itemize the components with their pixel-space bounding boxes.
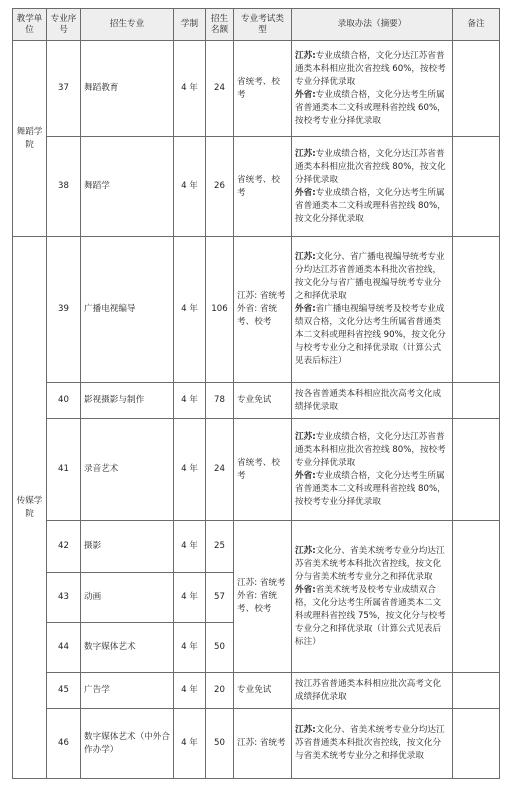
method-label: 外省: <box>295 304 316 314</box>
method-text: 按江苏省普通类本科相应批次高考文化成绩择优录取 <box>295 678 442 702</box>
method-text: 专业成绩合格，文化分达江苏省普通类本科相应批次省控线 80%，按文化分择优录取 <box>295 148 446 185</box>
header-remark: 备注 <box>453 9 500 41</box>
major-code: 37 <box>47 41 81 137</box>
header-quota: 招生名额 <box>206 9 234 41</box>
quota: 25 <box>206 521 234 573</box>
remark-cell <box>453 419 500 521</box>
study-years: 4 年 <box>174 237 206 383</box>
admission-method <box>292 521 453 673</box>
major-code: 43 <box>47 573 81 623</box>
exam-type: 江苏: 省统考 <box>234 709 292 779</box>
header-exam: 专业考试类型 <box>234 9 292 41</box>
study-years: 4 年 <box>174 419 206 521</box>
header-code: 专业序号 <box>47 9 81 41</box>
admission-method <box>292 41 453 137</box>
exam-type: 省统考、校考 <box>234 137 292 237</box>
exam-type: 省统考、校考 <box>234 41 292 137</box>
major-name: 数字媒体艺术（中外合作办学） <box>81 709 174 779</box>
major-code: 39 <box>47 237 81 383</box>
quota: 106 <box>206 237 234 383</box>
method-label: 江苏: <box>295 431 316 442</box>
major-code: 40 <box>47 383 81 419</box>
header-row <box>13 9 500 41</box>
exam-type: 江苏: 省统考外省: 省统考、校考 <box>234 521 292 673</box>
major-code: 38 <box>47 137 81 237</box>
method-label: 江苏: <box>295 252 316 262</box>
study-years: 4 年 <box>174 673 206 709</box>
method-text: 专业成绩合格，文化分达江苏省普通类本科相应批次省控线 60%，按校考专业分择优录取 <box>295 50 446 87</box>
method-text: 文化分、省美术统考专业分均达江苏省普通类本科批次省控线，按文化分与省美术统考专业分之和择优录取 <box>295 725 445 761</box>
quota: 24 <box>206 419 234 521</box>
admission-method <box>292 709 453 779</box>
quota: 78 <box>206 383 234 419</box>
remark-cell <box>453 709 500 779</box>
remark-cell <box>453 137 500 237</box>
exam-type: 专业免试 <box>234 383 292 419</box>
table-row <box>13 137 500 237</box>
remark-cell <box>453 521 500 673</box>
method-text: 专业成绩合格，文化分达江苏省普通类本科相应批次省控线 80%，按校考专业分择优录取 <box>295 431 446 468</box>
table-row <box>13 383 500 419</box>
table-row <box>13 237 500 383</box>
major-name: 数字媒体艺术 <box>81 623 174 673</box>
major-name: 广播电视编导 <box>81 237 174 383</box>
method-label: 江苏: <box>295 50 316 61</box>
quota: 26 <box>206 137 234 237</box>
exam-type: 江苏: 省统考外省: 省统考、校考 <box>234 237 292 383</box>
method-text: 专业成绩合格，文化分达考生所属省普通类本二文科或理科省控线 60%，按校考专业分择优录取 <box>295 89 446 126</box>
remark-cell <box>453 237 500 383</box>
method-text: 专业成绩合格，文化分达考生所属省普通类本二文科或理科省控线 80%，按文化分择优录取 <box>295 187 446 224</box>
study-years: 4 年 <box>174 521 206 573</box>
method-label: 外省: <box>295 89 316 100</box>
major-code: 46 <box>47 709 81 779</box>
study-years: 4 年 <box>174 709 206 779</box>
admission-method <box>292 137 453 237</box>
major-code: 44 <box>47 623 81 673</box>
admission-method <box>292 419 453 521</box>
table-row <box>13 521 500 573</box>
admission-method <box>292 383 453 419</box>
admission-method <box>292 237 453 383</box>
study-years: 4 年 <box>174 383 206 419</box>
major-code: 45 <box>47 673 81 709</box>
method-label: 外省: <box>295 187 316 198</box>
method-label: 外省: <box>295 470 316 481</box>
remark-cell <box>453 673 500 709</box>
exam-type: 省统考、校考 <box>234 419 292 521</box>
table-row <box>13 709 500 779</box>
header-method: 录取办法（摘要） <box>292 9 453 41</box>
method-text: 文化分、省广播电视编导统考专业分均达江苏省普通类本科批次省控线，按文化分与省广播电视编导统考专业分之和择优录取 <box>295 252 445 301</box>
method-label: 江苏: <box>295 545 316 556</box>
quota: 20 <box>206 673 234 709</box>
major-code: 41 <box>47 419 81 521</box>
study-years: 4 年 <box>174 573 206 623</box>
study-years: 4 年 <box>174 137 206 237</box>
major-name: 动画 <box>81 573 174 623</box>
unit-dance: 舞蹈学院 <box>13 41 47 237</box>
major-name: 广告学 <box>81 673 174 709</box>
study-years: 4 年 <box>174 623 206 673</box>
admission-method <box>292 673 453 709</box>
admission-table <box>12 8 500 779</box>
header-major: 招生专业 <box>81 9 174 41</box>
major-name: 录音艺术 <box>81 419 174 521</box>
major-name: 影视摄影与制作 <box>81 383 174 419</box>
quota: 50 <box>206 623 234 673</box>
method-label: 外省: <box>295 584 316 595</box>
method-text: 省美术统考及校考专业成绩双合格，文化分达考生所属省普通类本二文科或理科省控线 75%，按文化分与校考专业分之和择优录取（计算公式见表后标注） <box>295 584 446 647</box>
remark-cell <box>453 41 500 137</box>
major-name: 舞蹈学 <box>81 137 174 237</box>
remark-cell <box>453 383 500 419</box>
table-row <box>13 419 500 521</box>
study-years: 4 年 <box>174 41 206 137</box>
method-text: 按各省普通类本科相应批次高考文化成绩择优录取 <box>295 388 442 412</box>
header-years: 学制 <box>174 9 206 41</box>
exam-type: 专业免试 <box>234 673 292 709</box>
unit-media: 传媒学院 <box>13 237 47 779</box>
method-label: 江苏: <box>295 725 316 735</box>
major-code: 42 <box>47 521 81 573</box>
method-text: 专业成绩合格，文化分达考生所属省普通类本二文科或理科省控线 80%，按校考专业分择优录取 <box>295 470 446 507</box>
table-row <box>13 673 500 709</box>
quota: 57 <box>206 573 234 623</box>
method-text: 省广播电视编导统考及校考专业成绩双合格，文化分达考生所属省普通类本二文科或理科省控线 90%，按文化分与校考专业分之和择优录取（计算公式见表后标注） <box>295 304 446 366</box>
header-unit: 教学单位 <box>13 9 47 41</box>
method-text: 文化分、省美术统考专业分均达江苏省美术统考本科批次省控线，按文化分与省美术统考专业分之和择优录取 <box>295 545 445 582</box>
quota: 24 <box>206 41 234 137</box>
table-row <box>13 41 500 137</box>
major-name: 舞蹈教育 <box>81 41 174 137</box>
method-label: 江苏: <box>295 148 316 159</box>
quota: 50 <box>206 709 234 779</box>
major-name: 摄影 <box>81 521 174 573</box>
